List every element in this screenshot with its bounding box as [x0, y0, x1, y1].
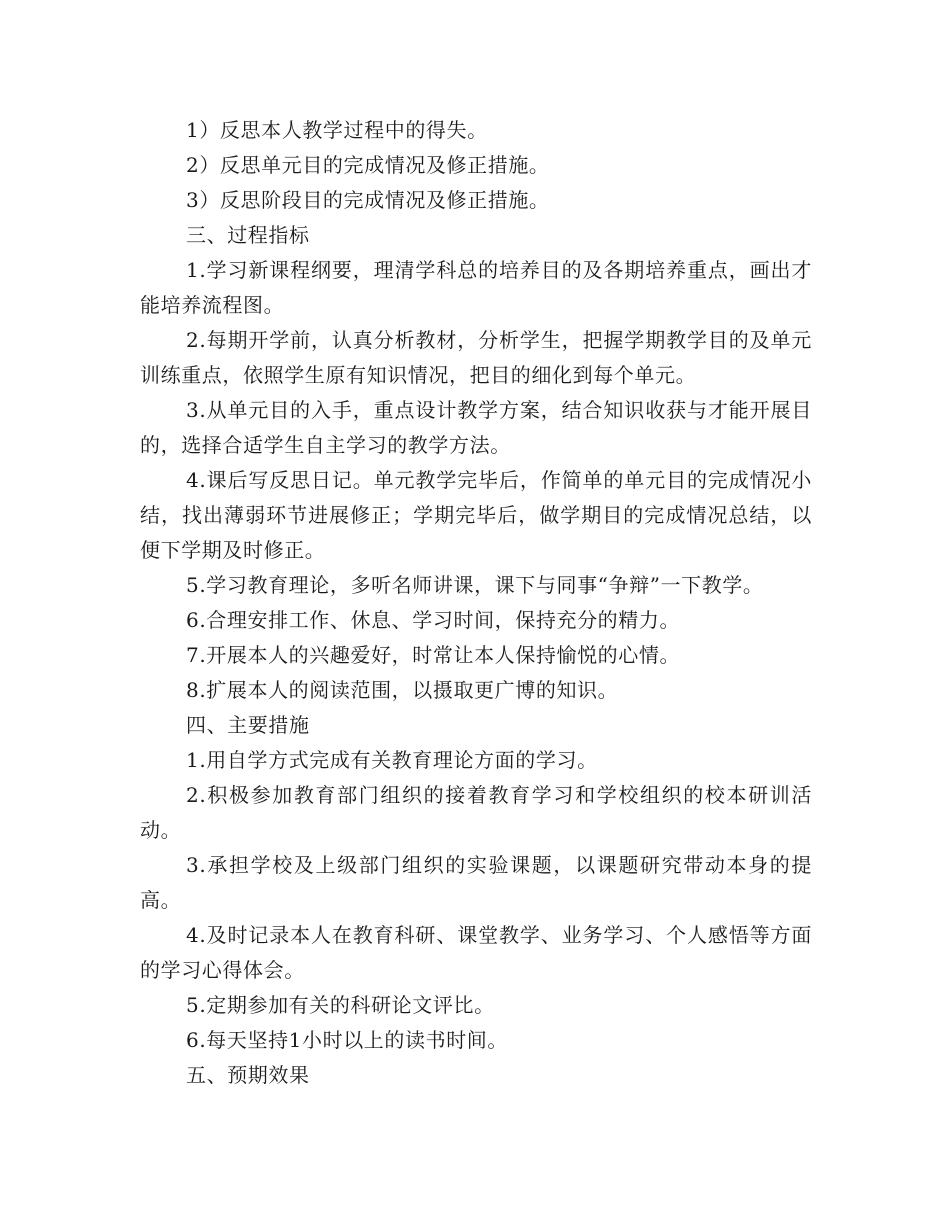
section-heading-process-indicators: 三、过程指标	[186, 223, 310, 247]
indicator-item-5: 5.学习教育理论，多听名师讲课，课下与同事“争辩”一下教学。	[186, 573, 764, 597]
indicator-item-7: 7.开展本人的兴趣爱好，时常让本人保持愉悦的心情。	[186, 643, 681, 667]
reflection-item-2: 2）反思单元目的完成情况及修正措施。	[186, 153, 550, 177]
measure-item-3: 3.承担学校及上级部门组织的实验课题，以课题研究带动本身的提高。	[140, 853, 812, 912]
reflection-item-3: 3）反思阶段目的完成情况及修正措施。	[186, 188, 550, 212]
indicator-item-2: 2.每期开学前，认真分析教材，分析学生，把握学期教学目的及单元训练重点，依照学生原有知识情况，把目的细化到每个单元。	[140, 328, 812, 387]
section-heading-main-measures: 四、主要措施	[186, 713, 310, 737]
section-heading-expected-results: 五、预期效果	[186, 1063, 310, 1087]
indicator-item-8: 8.扩展本人的阅读范围，以摄取更广博的知识。	[186, 678, 619, 702]
measure-item-2: 2.积极参加教育部门组织的接着教育学习和学校组织的校本研训活动。	[140, 783, 812, 842]
document-body	[140, 113, 812, 1093]
measure-item-1: 1.用自学方式完成有关教育理论方面的学习。	[186, 748, 598, 772]
measure-item-6: 6.每天坚持1小时以上的读书时间。	[186, 1028, 509, 1052]
measure-item-4: 4.及时记录本人在教育科研、课堂教学、业务学习、个人感悟等方面的学习心得体会。	[140, 923, 812, 982]
measure-item-5: 5.定期参加有关的科研论文评比。	[186, 993, 495, 1017]
indicator-item-6: 6.合理安排工作、休息、学习时间，保持充分的精力。	[186, 608, 681, 632]
indicator-item-4: 4.课后写反思日记。单元教学完毕后，作简单的单元目的完成情况小结，找出薄弱环节进展修正；学期完毕后，做学期目的完成情况总结，以便下学期及时修正。	[140, 468, 812, 562]
indicator-item-1: 1.学习新课程纲要，理清学科总的培养目的及各期培养重点，画出才能培养流程图。	[140, 258, 812, 317]
reflection-item-1: 1）反思本人教学过程中的得失。	[186, 118, 488, 142]
indicator-item-3: 3.从单元目的入手，重点设计教学方案，结合知识收获与才能开展目的，选择合适学生自主学习的教学方法。	[140, 398, 812, 457]
